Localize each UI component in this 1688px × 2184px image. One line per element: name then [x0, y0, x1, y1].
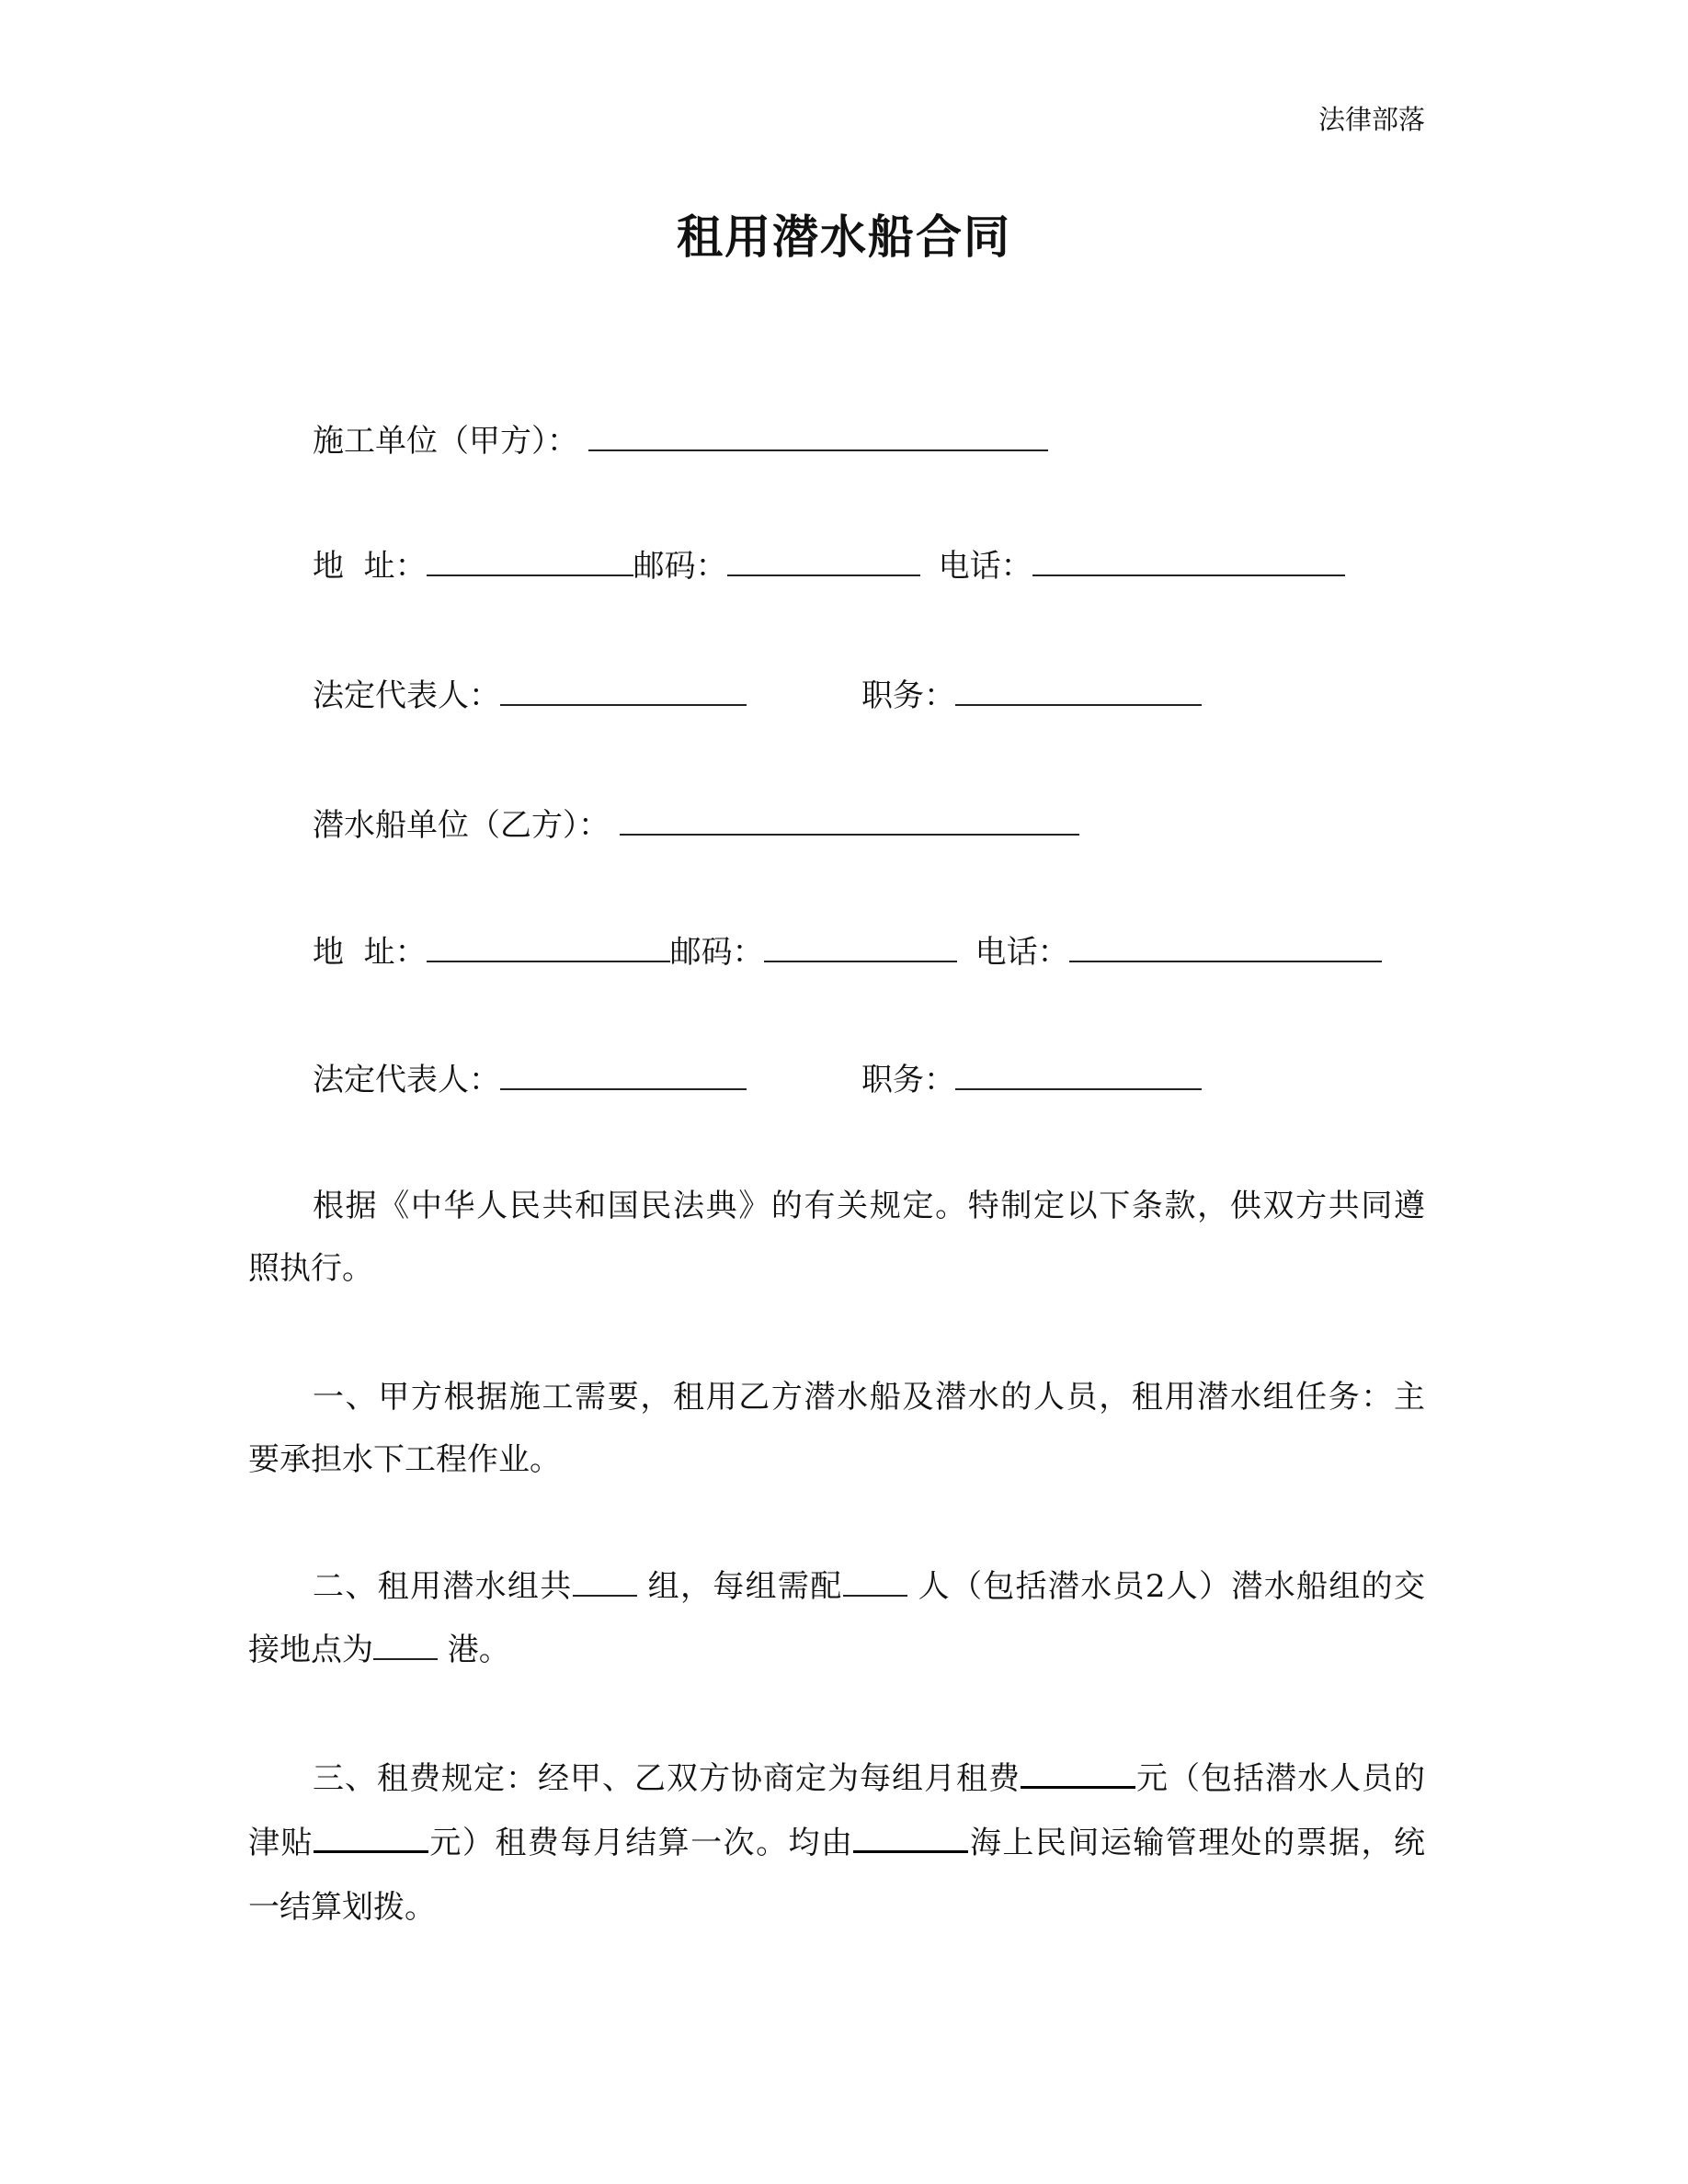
- party-a-position-field[interactable]: [955, 677, 1202, 706]
- party-b-rep-field[interactable]: [500, 1061, 747, 1090]
- party-b-unit-row: [313, 805, 1079, 846]
- party-b-rep-label: 法定代表人：: [313, 1062, 500, 1098]
- clause-3-text: 元（包括潜水人员的: [1135, 1760, 1425, 1797]
- document-title: 租用潜水船合同: [677, 210, 1011, 264]
- party-a-unit-label: 施工单位（甲方）：: [313, 423, 578, 460]
- party-b-address-label: 地 址：: [313, 934, 427, 971]
- party-a-contact-row: [313, 546, 1345, 586]
- party-b-position-field[interactable]: [955, 1061, 1202, 1090]
- preamble-line-2: 照执行。: [248, 1250, 373, 1287]
- clause-3-line-3: 一结算划拨。: [248, 1889, 436, 1926]
- party-a-position-label: 职务：: [861, 677, 955, 714]
- party-b-unit-field[interactable]: [620, 806, 1079, 836]
- clause-3-line-2: [248, 1823, 1425, 1863]
- party-b-postcode-field[interactable]: [764, 933, 957, 962]
- party-a-unit-field[interactable]: [588, 422, 1048, 451]
- clause-1-line-1: 一、甲方根据施工需要，租用乙方潜水船及潜水的人员，租用潜水组任务：主: [313, 1379, 1425, 1416]
- clause-3-text: 津贴: [248, 1825, 314, 1861]
- party-a-postcode-field[interactable]: [727, 547, 920, 576]
- transport-office-field[interactable]: [853, 1823, 968, 1853]
- clause-2-line-2: [248, 1630, 1425, 1670]
- clause-2-text: 组，每组需配: [636, 1568, 843, 1605]
- party-b-postcode-label: 邮码：: [669, 934, 764, 971]
- clause-3-text: 海上民间运输管理处的票据，统: [968, 1825, 1426, 1861]
- clause-2-text: 港。: [438, 1632, 510, 1668]
- preamble-line-1: 根据《中华人民共和国民法典》的有关规定。特制定以下条款，供双方共同遵: [313, 1188, 1425, 1224]
- clause-3-text: 三、租费规定：经甲、乙双方协商定为每组月租费: [313, 1760, 1021, 1797]
- party-a-phone-label: 电话：: [938, 548, 1032, 585]
- monthly-rent-field[interactable]: [1021, 1758, 1135, 1789]
- party-b-phone-label: 电话：: [975, 934, 1069, 971]
- clause-2-text: 二、租用潜水组共: [313, 1568, 573, 1605]
- clause-3-text: 元）租费每月结算一次。均由: [428, 1825, 854, 1861]
- party-b-position-label: 职务：: [861, 1062, 955, 1098]
- clause-1-line-2: 要承担水下工程作业。: [248, 1441, 561, 1478]
- clause-3-line-1: [313, 1758, 1425, 1799]
- people-per-group-field[interactable]: [843, 1567, 907, 1597]
- party-b-contact-row: [313, 932, 1382, 973]
- clause-2-text: 接地点为: [248, 1632, 373, 1668]
- party-a-address-label: 地 址：: [313, 548, 427, 585]
- party-a-rep-row: [313, 676, 1202, 716]
- group-count-field[interactable]: [573, 1567, 637, 1597]
- clause-2-text: 人（包括潜水员2人）潜水船组的交: [907, 1568, 1425, 1605]
- party-b-unit-label: 潜水船单位（乙方）：: [313, 807, 610, 844]
- party-a-address-field[interactable]: [427, 547, 633, 576]
- party-b-phone-field[interactable]: [1069, 933, 1382, 962]
- clause-2-line-1: [313, 1566, 1425, 1607]
- party-a-phone-field[interactable]: [1032, 547, 1345, 576]
- party-a-postcode-label: 邮码：: [633, 548, 727, 585]
- party-b-rep-row: [313, 1060, 1202, 1100]
- party-a-rep-label: 法定代表人：: [313, 677, 500, 714]
- allowance-field[interactable]: [314, 1823, 428, 1853]
- party-b-address-field[interactable]: [427, 933, 670, 962]
- header-brand: 法律部落: [1317, 104, 1425, 135]
- party-a-unit-row: [313, 421, 1048, 461]
- handover-port-field[interactable]: [373, 1631, 438, 1660]
- party-a-rep-field[interactable]: [500, 677, 747, 706]
